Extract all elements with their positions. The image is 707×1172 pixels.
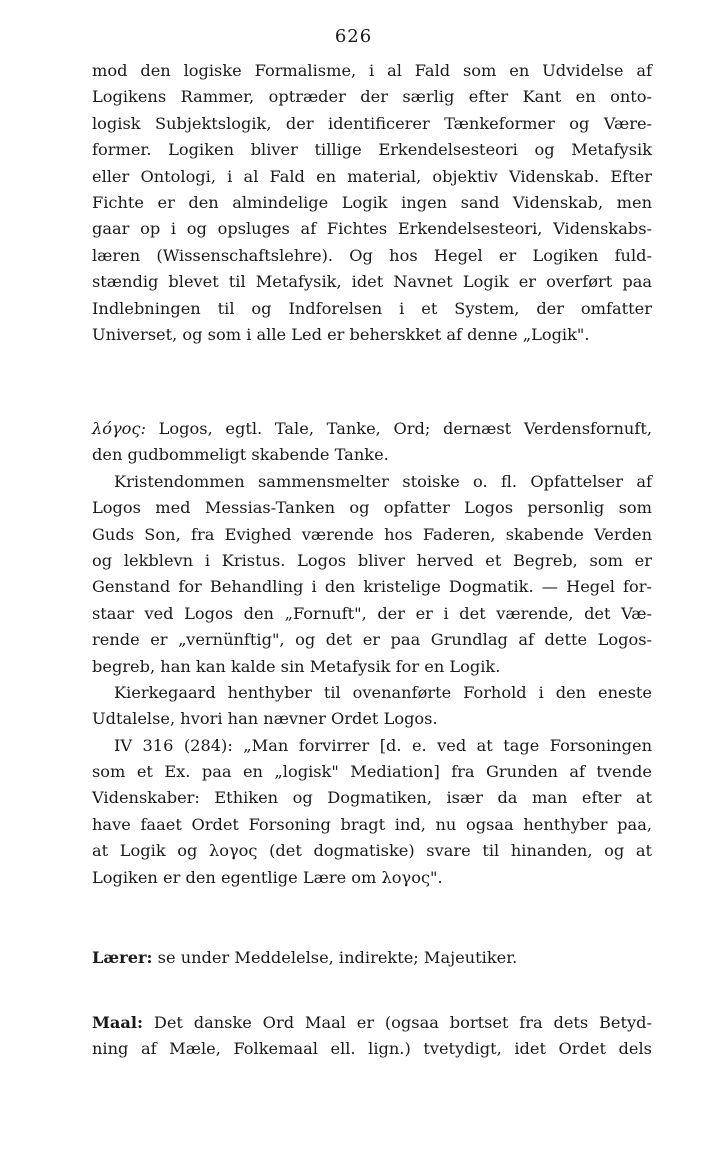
- text-line: Logos med Messias-Tanken og opfatter Logos personlig som: [92, 498, 652, 518]
- page-number: 626: [334, 26, 373, 47]
- text-line: eller Ontologi, i al Fald en material, objektiv Videnskab. Efter: [92, 166, 652, 186]
- entry-term-maal: Maal:: [92, 1013, 144, 1032]
- text-line: Fichte er den almindelige Logik ingen sand Videnskab, men: [92, 192, 652, 212]
- text-line: Guds Son, fra Evighed værende hos Faderen, skabende Verden: [92, 524, 652, 544]
- text-line: rende er „vernünftig", og det er paa Grundlag af dette Logos-: [92, 630, 652, 650]
- text-line: Logiken er den egentlige Lære om λογος".: [92, 867, 443, 887]
- text-line: Udtalelse, hvori han nævner Ordet Logos.: [92, 709, 438, 729]
- text-line: at Logik og λογος (det dogmatiske) svare til hinanden, og at: [92, 841, 652, 861]
- text-line: have faaet Ordet Forsoning bragt ind, nu ogsaa henthyber paa,: [92, 814, 652, 834]
- text-line: ning af Mæle, Folkemaal ell. lign.) tvetydigt, idet Ordet dels: [92, 1039, 652, 1059]
- text-line: den gudbommeligt skabende Tanke.: [92, 445, 389, 465]
- entry-definition: Logos, egtl. Tale, Tanke, Ord; dernæst Verdensfornuft,: [158, 419, 652, 438]
- text-line: Genstand for Behandling i den kristelige Dogmatik. — Hegel for-: [92, 577, 652, 597]
- text-line: Videnskaber: Ethiken og Dogmatiken, især da man efter at: [92, 788, 652, 808]
- text-line: staar ved Logos den „Fornuft", der er i det værende, det Væ-: [92, 603, 652, 623]
- entry-definition: se under Meddelelse, indirekte; Majeutiker.: [157, 948, 518, 967]
- paragraph-logic-continuation: [92, 58, 652, 348]
- entry-first-line: [92, 1010, 652, 1036]
- text-line: former. Logiken bliver tillige Erkendelsesteori og Metafysik: [92, 140, 652, 160]
- entry-laerer: [92, 945, 652, 971]
- text-line: gaar op i og opsluges af Fichtes Erkendelsesteori, Videnskabs-: [92, 219, 652, 239]
- text-line: læren (Wissenschaftslehre). Og hos Hegel er Logiken fuld-: [92, 245, 652, 265]
- entry-definition: Det danske Ord Maal er (ogsaa bortset fra dets Betyd-: [153, 1013, 652, 1032]
- entry-term-logos: λόγος:: [92, 419, 146, 438]
- entry-logos: [92, 416, 652, 891]
- text-line: Kristendommen sammensmelter stoiske o. fl. Opfattelser af: [114, 471, 652, 491]
- text-line: stændig blevet til Metafysik, idet Navnet Logik er overført paa: [92, 272, 652, 292]
- text-line: IV 316 (284): „Man forvirrer [d. e. ved at tage Forsoningen: [114, 735, 652, 755]
- text-line: Kierkegaard henthyber til ovenanførte Forhold i den eneste: [114, 682, 652, 702]
- entry-term-laerer: Lærer:: [92, 948, 153, 967]
- text-line: og lekblevn i Kristus. Logos bliver herved et Begreb, som er: [92, 550, 652, 570]
- text-line: Indlebningen til og Indforelsen i et System, der omfatter: [92, 298, 652, 318]
- entry-maal: [92, 1010, 652, 1063]
- text-line: som et Ex. paa en „logisk" Mediation] fra Grunden af tvende: [92, 762, 652, 782]
- text-line: logisk Subjektslogik, der identificerer Tænkeformer og Være-: [92, 113, 652, 133]
- text-line: Logikens Rammer, optræder der særlig efter Kant en onto-: [92, 87, 652, 107]
- entry-first-line: [92, 945, 652, 971]
- text-line: Universet, og som i alle Led er beherskket af denne „Logik".: [92, 324, 590, 344]
- text-line: begreb, han kan kalde sin Metafysik for en Logik.: [92, 656, 501, 676]
- text-line: mod den logiske Formalisme, i al Fald som en Udvidelse af: [92, 61, 652, 80]
- entry-first-line: [92, 416, 652, 442]
